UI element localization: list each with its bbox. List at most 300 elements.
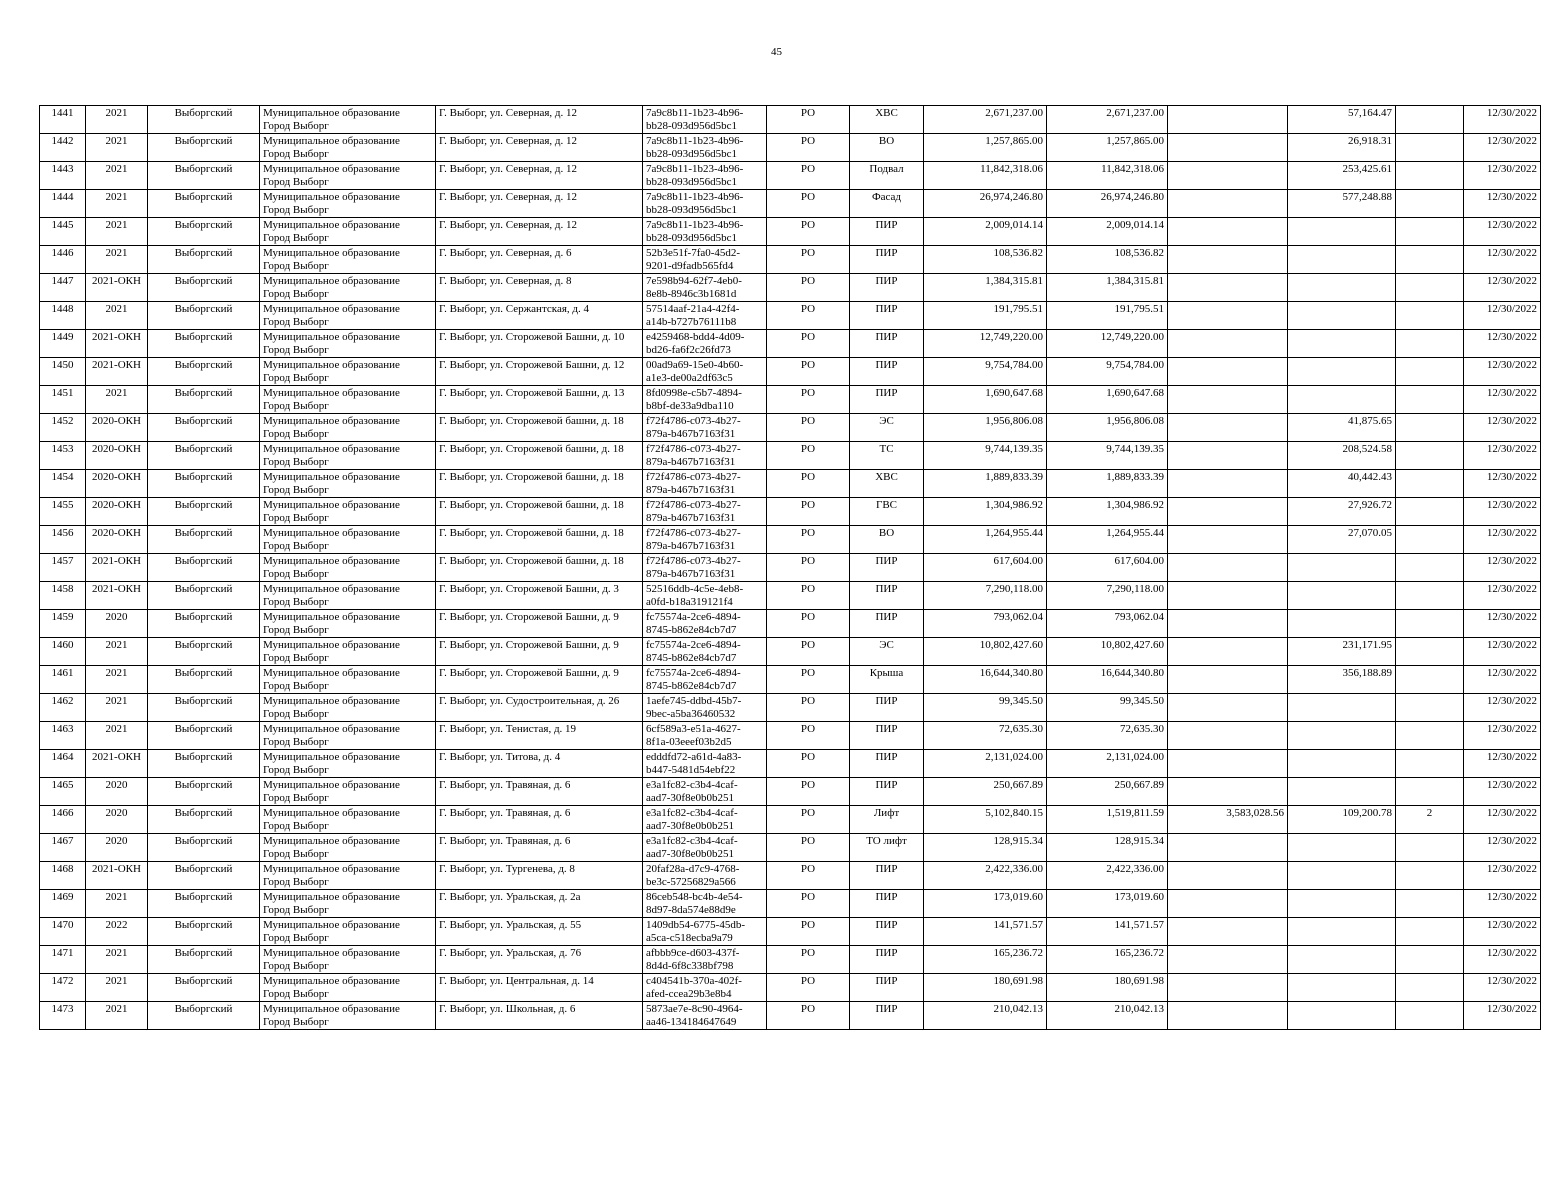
cell-fund-cost-line: 26,974,246.80 bbox=[1100, 191, 1164, 203]
cell-row-number bbox=[40, 470, 86, 498]
cell-object-guid-line: e4259468-bdd4-4d09- bbox=[646, 331, 745, 343]
cell-address bbox=[436, 610, 643, 638]
cell-district-line: Выборгский bbox=[174, 107, 233, 119]
cell-year bbox=[86, 694, 148, 722]
cell-fund-cost bbox=[1047, 1002, 1168, 1030]
cell-program-code bbox=[767, 386, 850, 414]
cell-district-line: Выборгский bbox=[174, 527, 233, 539]
cell-district-line: Выборгский bbox=[174, 219, 233, 231]
cell-completion-date bbox=[1464, 722, 1541, 750]
cell-work-type-line: ХВС bbox=[875, 471, 898, 483]
cell-object-guid-line: aad7-30f8e0b0b251 bbox=[646, 820, 734, 832]
table-row bbox=[40, 638, 1541, 666]
cell-object-guid-line: 8fd0998e-c5b7-4894- bbox=[646, 387, 742, 399]
cell-program-code bbox=[767, 694, 850, 722]
cell-completion-date-line: 12/30/2022 bbox=[1486, 527, 1537, 539]
table-row bbox=[40, 330, 1541, 358]
cell-control-cost bbox=[1288, 974, 1396, 1002]
cell-district bbox=[148, 526, 260, 554]
cell-row-number-line: 1471 bbox=[51, 947, 74, 959]
cell-address-line: Г. Выборг, ул. Северная, д. 12 bbox=[439, 135, 578, 147]
cell-total-cost-line: 141,571.57 bbox=[993, 919, 1043, 931]
cell-program-code bbox=[767, 946, 850, 974]
cell-year bbox=[86, 218, 148, 246]
cell-completion-date bbox=[1464, 890, 1541, 918]
cell-fund-cost bbox=[1047, 750, 1168, 778]
cell-address bbox=[436, 834, 643, 862]
cell-district-line: Выборгский bbox=[174, 891, 233, 903]
cell-fund-cost bbox=[1047, 358, 1168, 386]
cell-year-line: 2020 bbox=[105, 835, 128, 847]
cell-row-number bbox=[40, 694, 86, 722]
cell-year-line: 2021 bbox=[105, 303, 128, 315]
cell-district bbox=[148, 862, 260, 890]
cell-year-line: 2020-ОКН bbox=[92, 471, 141, 483]
cell-completion-date bbox=[1464, 386, 1541, 414]
cell-other-cost bbox=[1168, 610, 1288, 638]
cell-district bbox=[148, 134, 260, 162]
cell-program-code bbox=[767, 330, 850, 358]
cell-control-cost bbox=[1288, 918, 1396, 946]
cell-total-cost-line: 1,257,865.00 bbox=[985, 135, 1043, 147]
cell-municipality-line: Муниципальное образование bbox=[263, 611, 400, 623]
table-row bbox=[40, 498, 1541, 526]
cell-year-line: 2021-ОКН bbox=[92, 275, 141, 287]
cell-row-number bbox=[40, 246, 86, 274]
cell-other-cost bbox=[1168, 750, 1288, 778]
cell-object-guid-line: aad7-30f8e0b0b251 bbox=[646, 848, 734, 860]
cell-program-code-line: РО bbox=[800, 359, 816, 371]
cell-year bbox=[86, 442, 148, 470]
cell-total-cost bbox=[924, 834, 1047, 862]
cell-control-cost bbox=[1288, 162, 1396, 190]
cell-municipality-line: Муниципальное образование bbox=[263, 863, 400, 875]
table-row bbox=[40, 834, 1541, 862]
cell-municipality-line: Муниципальное образование bbox=[263, 387, 400, 399]
cell-completion-date bbox=[1464, 666, 1541, 694]
cell-municipality-line: Город Выборг bbox=[263, 456, 329, 468]
cell-units-count bbox=[1396, 890, 1464, 918]
cell-row-number-line: 1453 bbox=[51, 443, 74, 455]
cell-municipality bbox=[260, 526, 436, 554]
cell-other-cost bbox=[1168, 442, 1288, 470]
cell-municipality-line: Город Выборг bbox=[263, 904, 329, 916]
cell-control-cost bbox=[1288, 302, 1396, 330]
cell-control-cost bbox=[1288, 806, 1396, 834]
cell-row-number bbox=[40, 890, 86, 918]
cell-completion-date-line: 12/30/2022 bbox=[1486, 359, 1537, 371]
cell-other-cost bbox=[1168, 694, 1288, 722]
cell-fund-cost bbox=[1047, 246, 1168, 274]
cell-completion-date-line: 12/30/2022 bbox=[1486, 387, 1537, 399]
cell-district bbox=[148, 582, 260, 610]
cell-address bbox=[436, 386, 643, 414]
cell-control-cost-line: 27,926.72 bbox=[1348, 499, 1392, 511]
cell-work-type bbox=[850, 806, 924, 834]
cell-control-cost bbox=[1288, 246, 1396, 274]
cell-year-line: 2021-ОКН bbox=[92, 555, 141, 567]
table-row bbox=[40, 806, 1541, 834]
cell-row-number-line: 1466 bbox=[51, 807, 74, 819]
cell-object-guid bbox=[643, 638, 767, 666]
cell-program-code bbox=[767, 274, 850, 302]
cell-district bbox=[148, 554, 260, 582]
cell-municipality-line: Муниципальное образование bbox=[263, 163, 400, 175]
cell-row-number bbox=[40, 554, 86, 582]
cell-year-line: 2021 bbox=[105, 387, 128, 399]
cell-total-cost-line: 617,604.00 bbox=[993, 555, 1043, 567]
cell-work-type bbox=[850, 834, 924, 862]
cell-year bbox=[86, 246, 148, 274]
cell-total-cost bbox=[924, 414, 1047, 442]
cell-row-number-line: 1454 bbox=[51, 471, 74, 483]
cell-object-guid-line: a0fd-b18a319121f4 bbox=[646, 596, 733, 608]
cell-year bbox=[86, 162, 148, 190]
cell-total-cost-line: 210,042.13 bbox=[993, 1003, 1043, 1015]
cell-program-code-line: РО bbox=[800, 303, 816, 315]
cell-total-cost-line: 16,644,340.80 bbox=[979, 667, 1043, 679]
cell-fund-cost-line: 99,345.50 bbox=[1120, 695, 1164, 707]
cell-year-line: 2020-ОКН bbox=[92, 415, 141, 427]
cell-district-line: Выборгский bbox=[174, 919, 233, 931]
cell-year bbox=[86, 918, 148, 946]
cell-control-cost-line: 109,200.78 bbox=[1342, 807, 1392, 819]
cell-district-line: Выборгский bbox=[174, 499, 233, 511]
cell-work-type bbox=[850, 358, 924, 386]
cell-address-line: Г. Выборг, ул. Травяная, д. 6 bbox=[439, 807, 571, 819]
cell-district bbox=[148, 442, 260, 470]
cell-object-guid bbox=[643, 190, 767, 218]
cell-year-line: 2020 bbox=[105, 779, 128, 791]
cell-year-line: 2021 bbox=[105, 695, 128, 707]
cell-work-type-line: ПИР bbox=[875, 303, 898, 315]
cell-program-code bbox=[767, 106, 850, 134]
table-row bbox=[40, 470, 1541, 498]
cell-address-line: Г. Выборг, ул. Уральская, д. 2а bbox=[439, 891, 581, 903]
cell-completion-date-line: 12/30/2022 bbox=[1486, 891, 1537, 903]
cell-address bbox=[436, 526, 643, 554]
cell-completion-date-line: 12/30/2022 bbox=[1486, 275, 1537, 287]
table-row bbox=[40, 526, 1541, 554]
cell-address-line: Г. Выборг, ул. Уральская, д. 76 bbox=[439, 947, 582, 959]
cell-total-cost-line: 191,795.51 bbox=[993, 303, 1043, 315]
cell-object-guid-line: be3c-57256829a566 bbox=[646, 876, 736, 888]
cell-municipality-line: Муниципальное образование bbox=[263, 695, 400, 707]
cell-total-cost bbox=[924, 1002, 1047, 1030]
cell-year bbox=[86, 274, 148, 302]
cell-program-code-line: РО bbox=[800, 499, 816, 511]
cell-total-cost bbox=[924, 610, 1047, 638]
cell-work-type-line: ПИР bbox=[875, 1003, 898, 1015]
cell-other-cost bbox=[1168, 1002, 1288, 1030]
cell-total-cost-line: 1,889,833.39 bbox=[985, 471, 1043, 483]
cell-year-line: 2021-ОКН bbox=[92, 331, 141, 343]
cell-year-line: 2021 bbox=[105, 135, 128, 147]
cell-control-cost bbox=[1288, 358, 1396, 386]
cell-completion-date bbox=[1464, 330, 1541, 358]
cell-total-cost-line: 9,754,784.00 bbox=[985, 359, 1043, 371]
cell-control-cost bbox=[1288, 750, 1396, 778]
cell-total-cost bbox=[924, 134, 1047, 162]
cell-control-cost bbox=[1288, 526, 1396, 554]
cell-year-line: 2021 bbox=[105, 975, 128, 987]
cell-program-code bbox=[767, 302, 850, 330]
cell-row-number-line: 1448 bbox=[51, 303, 74, 315]
table-row bbox=[40, 414, 1541, 442]
cell-year-line: 2021 bbox=[105, 247, 128, 259]
cell-work-type bbox=[850, 386, 924, 414]
cell-district-line: Выборгский bbox=[174, 135, 233, 147]
cell-program-code bbox=[767, 918, 850, 946]
cell-fund-cost bbox=[1047, 218, 1168, 246]
cell-object-guid-line: f72f4786-c073-4b27- bbox=[646, 415, 741, 427]
table-row bbox=[40, 218, 1541, 246]
cell-total-cost bbox=[924, 862, 1047, 890]
cell-object-guid bbox=[643, 386, 767, 414]
cell-completion-date-line: 12/30/2022 bbox=[1486, 107, 1537, 119]
cell-program-code-line: РО bbox=[800, 779, 816, 791]
cell-object-guid bbox=[643, 162, 767, 190]
cell-fund-cost bbox=[1047, 526, 1168, 554]
cell-total-cost-line: 250,667.89 bbox=[993, 779, 1043, 791]
cell-completion-date bbox=[1464, 190, 1541, 218]
cell-row-number bbox=[40, 218, 86, 246]
cell-control-cost-line: 356,188.89 bbox=[1342, 667, 1392, 679]
cell-municipality-line: Город Выборг bbox=[263, 176, 329, 188]
cell-other-cost bbox=[1168, 666, 1288, 694]
cell-address-line: Г. Выборг, ул. Сторожевой Башни, д. 10 bbox=[439, 331, 625, 343]
cell-year-line: 2021-ОКН bbox=[92, 863, 141, 875]
cell-object-guid-line: a5ca-c518ecba9a79 bbox=[646, 932, 733, 944]
cell-object-guid-line: 52516ddb-4c5e-4eb8- bbox=[646, 583, 744, 595]
cell-fund-cost-line: 173,019.60 bbox=[1114, 891, 1164, 903]
cell-work-type-line: ВО bbox=[878, 527, 895, 539]
cell-year-line: 2020 bbox=[105, 807, 128, 819]
cell-address bbox=[436, 442, 643, 470]
cell-address bbox=[436, 498, 643, 526]
cell-fund-cost-line: 2,131,024.00 bbox=[1106, 751, 1164, 763]
cell-municipality-line: Муниципальное образование bbox=[263, 639, 400, 651]
cell-work-type bbox=[850, 246, 924, 274]
cell-units-count bbox=[1396, 358, 1464, 386]
cell-object-guid-line: e3a1fc82-c3b4-4caf- bbox=[646, 807, 738, 819]
table-row bbox=[40, 666, 1541, 694]
cell-row-number bbox=[40, 330, 86, 358]
cell-fund-cost-line: 9,744,139.35 bbox=[1106, 443, 1164, 455]
cell-year bbox=[86, 890, 148, 918]
cell-object-guid bbox=[643, 330, 767, 358]
cell-fund-cost-line: 1,956,806.08 bbox=[1106, 415, 1164, 427]
cell-address bbox=[436, 806, 643, 834]
cell-completion-date bbox=[1464, 946, 1541, 974]
cell-row-number bbox=[40, 638, 86, 666]
cell-row-number bbox=[40, 946, 86, 974]
cell-municipality bbox=[260, 834, 436, 862]
cell-row-number-line: 1468 bbox=[51, 863, 74, 875]
cell-row-number-line: 1442 bbox=[51, 135, 74, 147]
cell-municipality-line: Муниципальное образование bbox=[263, 443, 400, 455]
cell-address-line: Г. Выборг, ул. Северная, д. 8 bbox=[439, 275, 572, 287]
cell-work-type-line: ПИР bbox=[875, 919, 898, 931]
cell-fund-cost bbox=[1047, 162, 1168, 190]
cell-total-cost bbox=[924, 554, 1047, 582]
cell-completion-date bbox=[1464, 526, 1541, 554]
cell-object-guid-line: 8f1a-03eeef03b2d5 bbox=[646, 736, 732, 748]
cell-municipality-line: Муниципальное образование bbox=[263, 107, 400, 119]
cell-fund-cost-line: 7,290,118.00 bbox=[1106, 583, 1164, 595]
cell-row-number-line: 1451 bbox=[51, 387, 74, 399]
cell-year-line: 2021-ОКН bbox=[92, 583, 141, 595]
cell-district-line: Выборгский bbox=[174, 975, 233, 987]
cell-district bbox=[148, 414, 260, 442]
cell-control-cost-line: 231,171.95 bbox=[1342, 639, 1392, 651]
cell-district bbox=[148, 722, 260, 750]
cell-district-line: Выборгский bbox=[174, 723, 233, 735]
cell-other-cost bbox=[1168, 526, 1288, 554]
cell-completion-date-line: 12/30/2022 bbox=[1486, 471, 1537, 483]
cell-district-line: Выборгский bbox=[174, 555, 233, 567]
cell-total-cost-line: 1,690,647.68 bbox=[985, 387, 1043, 399]
cell-district bbox=[148, 386, 260, 414]
cell-fund-cost-line: 793,062.04 bbox=[1114, 611, 1164, 623]
cell-work-type bbox=[850, 162, 924, 190]
cell-total-cost-line: 1,956,806.08 bbox=[985, 415, 1043, 427]
cell-completion-date-line: 12/30/2022 bbox=[1486, 779, 1537, 791]
cell-year-line: 2021 bbox=[105, 639, 128, 651]
cell-municipality-line: Город Выборг bbox=[263, 960, 329, 972]
cell-total-cost bbox=[924, 246, 1047, 274]
cell-program-code bbox=[767, 806, 850, 834]
cell-address-line: Г. Выборг, ул. Сторожевой башни, д. 18 bbox=[439, 443, 624, 455]
cell-municipality-line: Муниципальное образование bbox=[263, 919, 400, 931]
cell-district-line: Выборгский bbox=[174, 583, 233, 595]
cell-total-cost bbox=[924, 162, 1047, 190]
cell-fund-cost-line: 141,571.57 bbox=[1114, 919, 1164, 931]
cell-work-type bbox=[850, 918, 924, 946]
cell-total-cost-line: 99,345.50 bbox=[999, 695, 1043, 707]
cell-address bbox=[436, 218, 643, 246]
cell-completion-date-line: 12/30/2022 bbox=[1486, 555, 1537, 567]
cell-district bbox=[148, 162, 260, 190]
cell-municipality bbox=[260, 610, 436, 638]
page-number: 45 bbox=[771, 46, 782, 58]
cell-units-count bbox=[1396, 498, 1464, 526]
cell-district-line: Выборгский bbox=[174, 863, 233, 875]
cell-fund-cost bbox=[1047, 498, 1168, 526]
cell-program-code-line: РО bbox=[800, 947, 816, 959]
cell-program-code bbox=[767, 162, 850, 190]
cell-completion-date bbox=[1464, 582, 1541, 610]
cell-work-type bbox=[850, 582, 924, 610]
cell-total-cost bbox=[924, 442, 1047, 470]
cell-fund-cost bbox=[1047, 778, 1168, 806]
cell-municipality bbox=[260, 554, 436, 582]
cell-object-guid bbox=[643, 890, 767, 918]
cell-control-cost bbox=[1288, 386, 1396, 414]
cell-completion-date bbox=[1464, 302, 1541, 330]
cell-program-code-line: РО bbox=[800, 667, 816, 679]
cell-address-line: Г. Выборг, ул. Сторожевой Башни, д. 9 bbox=[439, 611, 619, 623]
cell-municipality-line: Город Выборг bbox=[263, 120, 329, 132]
cell-units-count bbox=[1396, 442, 1464, 470]
cell-row-number-line: 1455 bbox=[51, 499, 74, 511]
cell-units-count-line: 2 bbox=[1426, 807, 1433, 819]
cell-fund-cost-line: 250,667.89 bbox=[1114, 779, 1164, 791]
cell-fund-cost bbox=[1047, 414, 1168, 442]
cell-total-cost bbox=[924, 778, 1047, 806]
cell-other-cost bbox=[1168, 974, 1288, 1002]
cell-fund-cost bbox=[1047, 862, 1168, 890]
cell-object-guid bbox=[643, 246, 767, 274]
cell-year bbox=[86, 610, 148, 638]
cell-fund-cost-line: 108,536.82 bbox=[1114, 247, 1164, 259]
cell-control-cost-line: 208,524.58 bbox=[1342, 443, 1392, 455]
cell-address bbox=[436, 162, 643, 190]
cell-object-guid-line: f72f4786-c073-4b27- bbox=[646, 471, 741, 483]
cell-object-guid-line: 879a-b467b7163f31 bbox=[646, 484, 736, 496]
cell-municipality-line: Город Выборг bbox=[263, 988, 329, 1000]
cell-district-line: Выборгский bbox=[174, 163, 233, 175]
cell-object-guid-line: 20faf28a-d7c9-4768- bbox=[646, 863, 740, 875]
cell-other-cost bbox=[1168, 134, 1288, 162]
cell-work-type-line: ПИР bbox=[875, 583, 898, 595]
cell-municipality-line: Муниципальное образование bbox=[263, 1003, 400, 1015]
cell-municipality bbox=[260, 246, 436, 274]
cell-municipality-line: Город Выборг bbox=[263, 148, 329, 160]
cell-district bbox=[148, 190, 260, 218]
cell-municipality-line: Муниципальное образование bbox=[263, 275, 400, 287]
cell-address bbox=[436, 694, 643, 722]
cell-fund-cost bbox=[1047, 722, 1168, 750]
cell-municipality bbox=[260, 414, 436, 442]
cell-total-cost-line: 26,974,246.80 bbox=[979, 191, 1043, 203]
cell-object-guid-line: 8745-b862e84cb7d7 bbox=[646, 680, 737, 692]
cell-row-number-line: 1467 bbox=[51, 835, 74, 847]
cell-district-line: Выборгский bbox=[174, 275, 233, 287]
cell-address bbox=[436, 946, 643, 974]
cell-completion-date-line: 12/30/2022 bbox=[1486, 247, 1537, 259]
cell-object-guid bbox=[643, 470, 767, 498]
cell-other-cost bbox=[1168, 778, 1288, 806]
cell-district-line: Выборгский bbox=[174, 247, 233, 259]
cell-municipality-line: Муниципальное образование bbox=[263, 667, 400, 679]
cell-year bbox=[86, 358, 148, 386]
cell-object-guid-line: fc75574a-2ce6-4894- bbox=[646, 639, 741, 651]
cell-completion-date-line: 12/30/2022 bbox=[1486, 863, 1537, 875]
cell-object-guid bbox=[643, 778, 767, 806]
cell-work-type bbox=[850, 638, 924, 666]
table-row bbox=[40, 974, 1541, 1002]
cell-row-number-line: 1452 bbox=[51, 415, 74, 427]
cell-work-type-line: ПИР bbox=[875, 891, 898, 903]
cell-fund-cost bbox=[1047, 106, 1168, 134]
cell-municipality-line: Город Выборг bbox=[263, 680, 329, 692]
cell-completion-date-line: 12/30/2022 bbox=[1486, 807, 1537, 819]
cell-municipality-line: Город Выборг bbox=[263, 1016, 329, 1028]
cell-row-number bbox=[40, 526, 86, 554]
cell-completion-date bbox=[1464, 806, 1541, 834]
cell-address-line: Г. Выборг, ул. Сторожевой Башни, д. 3 bbox=[439, 583, 619, 595]
cell-year bbox=[86, 190, 148, 218]
cell-total-cost bbox=[924, 526, 1047, 554]
table-row bbox=[40, 694, 1541, 722]
cell-units-count bbox=[1396, 610, 1464, 638]
cell-municipality-line: Город Выборг bbox=[263, 848, 329, 860]
cell-object-guid-line: 879a-b467b7163f31 bbox=[646, 568, 736, 580]
cell-row-number-line: 1450 bbox=[51, 359, 74, 371]
cell-object-guid-line: f72f4786-c073-4b27- bbox=[646, 443, 741, 455]
cell-completion-date-line: 12/30/2022 bbox=[1486, 667, 1537, 679]
